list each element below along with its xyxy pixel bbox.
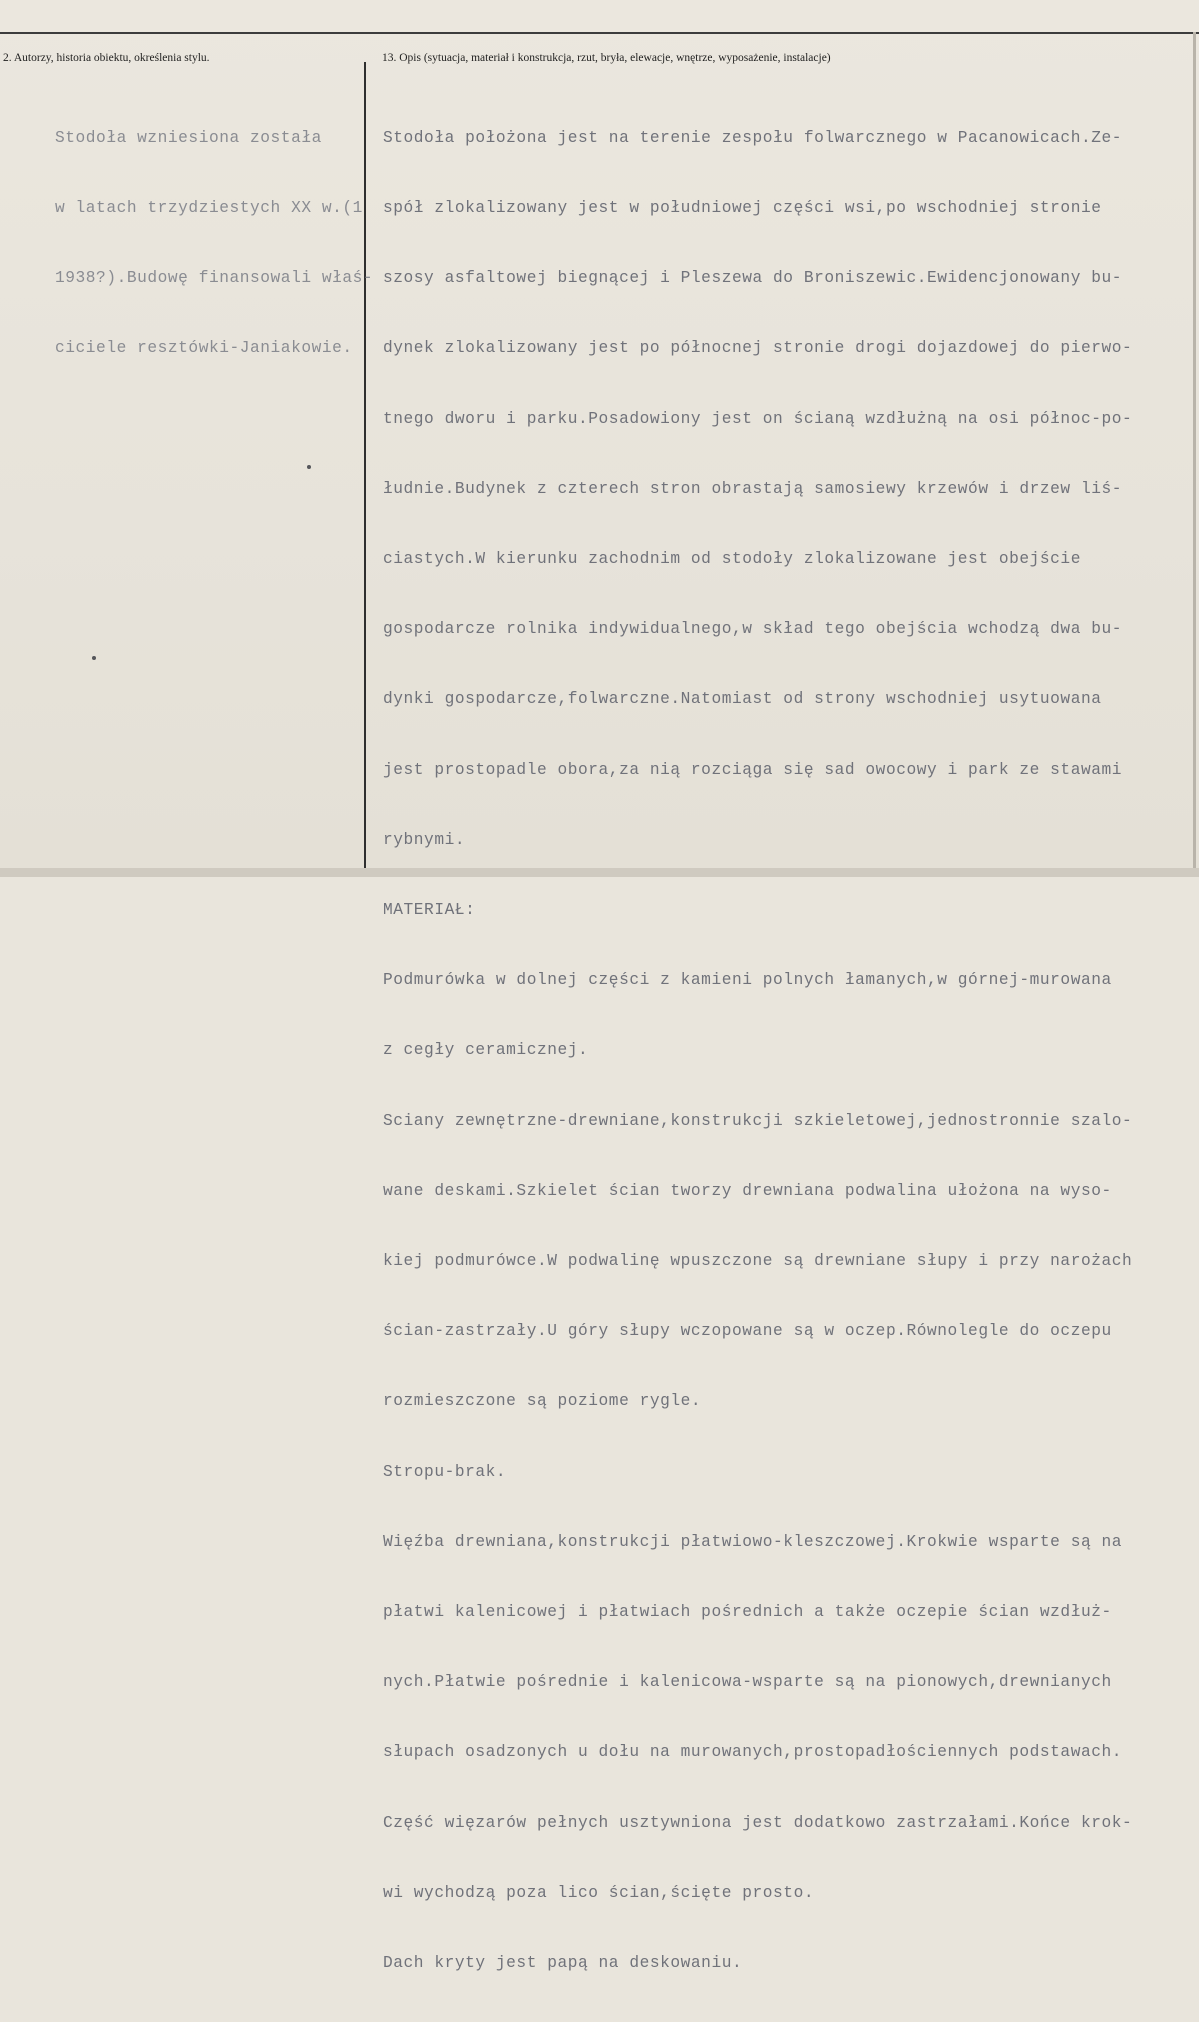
description-line: ciastych.W kierunku zachodnim od stodoły zlokalizowane jest obejście <box>383 550 1081 569</box>
section-2-header: 2. Autorzy, historia obiektu, określenia stylu. <box>3 52 210 64</box>
description-line: Dach kryty jest papą na deskowaniu. <box>383 1954 743 1973</box>
description-text <box>383 80 1132 2022</box>
description-line: Podmurówka w dolnej części z kamieni polnych łamanych,w górnej-murowana <box>383 971 1112 990</box>
description-line: ścian-zastrzały.U góry słupy wczopowane są w oczep.Równolegle do oczepu <box>383 1322 1112 1341</box>
history-line: Stodoła wzniesiona została <box>55 128 322 147</box>
description-line: szosy asfaltowej biegnącej i Pleszewa do Broniszewic.Ewidencjonowany bu- <box>383 269 1123 288</box>
description-line: MATERIAŁ: <box>383 901 476 920</box>
description-line: dynek zlokalizowany jest po północnej stronie drogi dojazdowej do pierwo- <box>383 339 1133 358</box>
description-line: płatwi kalenicowej i płatwiach pośrednich a także oczepie ścian wzdłuż- <box>383 1603 1112 1622</box>
top-rule <box>0 32 1199 34</box>
history-line: ciciele resztówki-Janiakowie. <box>55 339 353 358</box>
description-line: spół zlokalizowany jest w południowej części wsi,po wschodniej stronie <box>383 199 1102 218</box>
description-line: nych.Płatwie pośrednie i kalenicowa-wsparte są na pionowych,drewnianych <box>383 1673 1112 1692</box>
description-line: Stropu-brak. <box>383 1462 507 1481</box>
description-line: Sciany zewnętrzne-drewniane,konstrukcji szkieletowej,jednostronnie szalo- <box>383 1111 1133 1130</box>
bottom-edge <box>0 868 1199 877</box>
description-line: słupach osadzonych u dołu na murowanych,prostopadłościennych podstawach. <box>383 1743 1123 1762</box>
description-line: wi wychodzą poza lico ścian,ścięte prosto. <box>383 1883 815 1902</box>
description-line: rozmieszczone są poziome rygle. <box>383 1392 702 1411</box>
description-line: łudnie.Budynek z czterech stron obrastają samosiewy krzewów i drzew liś- <box>383 479 1123 498</box>
description-line: z cegły ceramicznej. <box>383 1041 589 1060</box>
description-line: tnego dworu i parku.Posadowiony jest on ścianą wzdłużną na osi północ-po- <box>383 409 1133 428</box>
description-line: gospodarcze rolnika indywidualnego,w skład tego obejścia wchodzą dwa bu- <box>383 620 1123 639</box>
section-13-header: 13. Opis (sytuacja, materiał i konstrukcja, rzut, bryła, elewacje, wnętrze, wyposażenie, instalacje) <box>382 52 831 64</box>
description-line: dynki gospodarcze,folwarczne.Natomiast od strony wschodniej usytuowana <box>383 690 1102 709</box>
description-line: Część więzarów pełnych usztywniona jest dodatkowo zastrzałami.Końce krok- <box>383 1813 1133 1832</box>
history-line: 1938?).Budowę finansowali właś- <box>55 269 374 288</box>
history-line: w latach trzydziestych XX w.(1 <box>55 199 363 218</box>
description-line: Więźba drewniana,konstrukcji płatwiowo-kleszczowej.Krokwie wsparte są na <box>383 1532 1123 1551</box>
description-line: rybnymi. <box>383 830 466 849</box>
description-line: kiej podmurówce.W podwalinę wpuszczone są drewniane słupy i przy narożach <box>383 1252 1133 1271</box>
right-edge-rule <box>1193 32 1196 868</box>
description-line: wane deskami.Szkielet ścian tworzy drewniana podwalina ułożona na wyso- <box>383 1181 1112 1200</box>
history-text <box>55 80 373 408</box>
paper-speck <box>92 656 96 660</box>
description-line: jest prostopadle obora,za nią rozciąga się sad owocowy i park ze stawami <box>383 760 1123 779</box>
description-line: Stodoła położona jest na terenie zespołu folwarcznego w Pacanowicach.Ze- <box>383 128 1123 147</box>
paper-speck <box>307 465 311 469</box>
